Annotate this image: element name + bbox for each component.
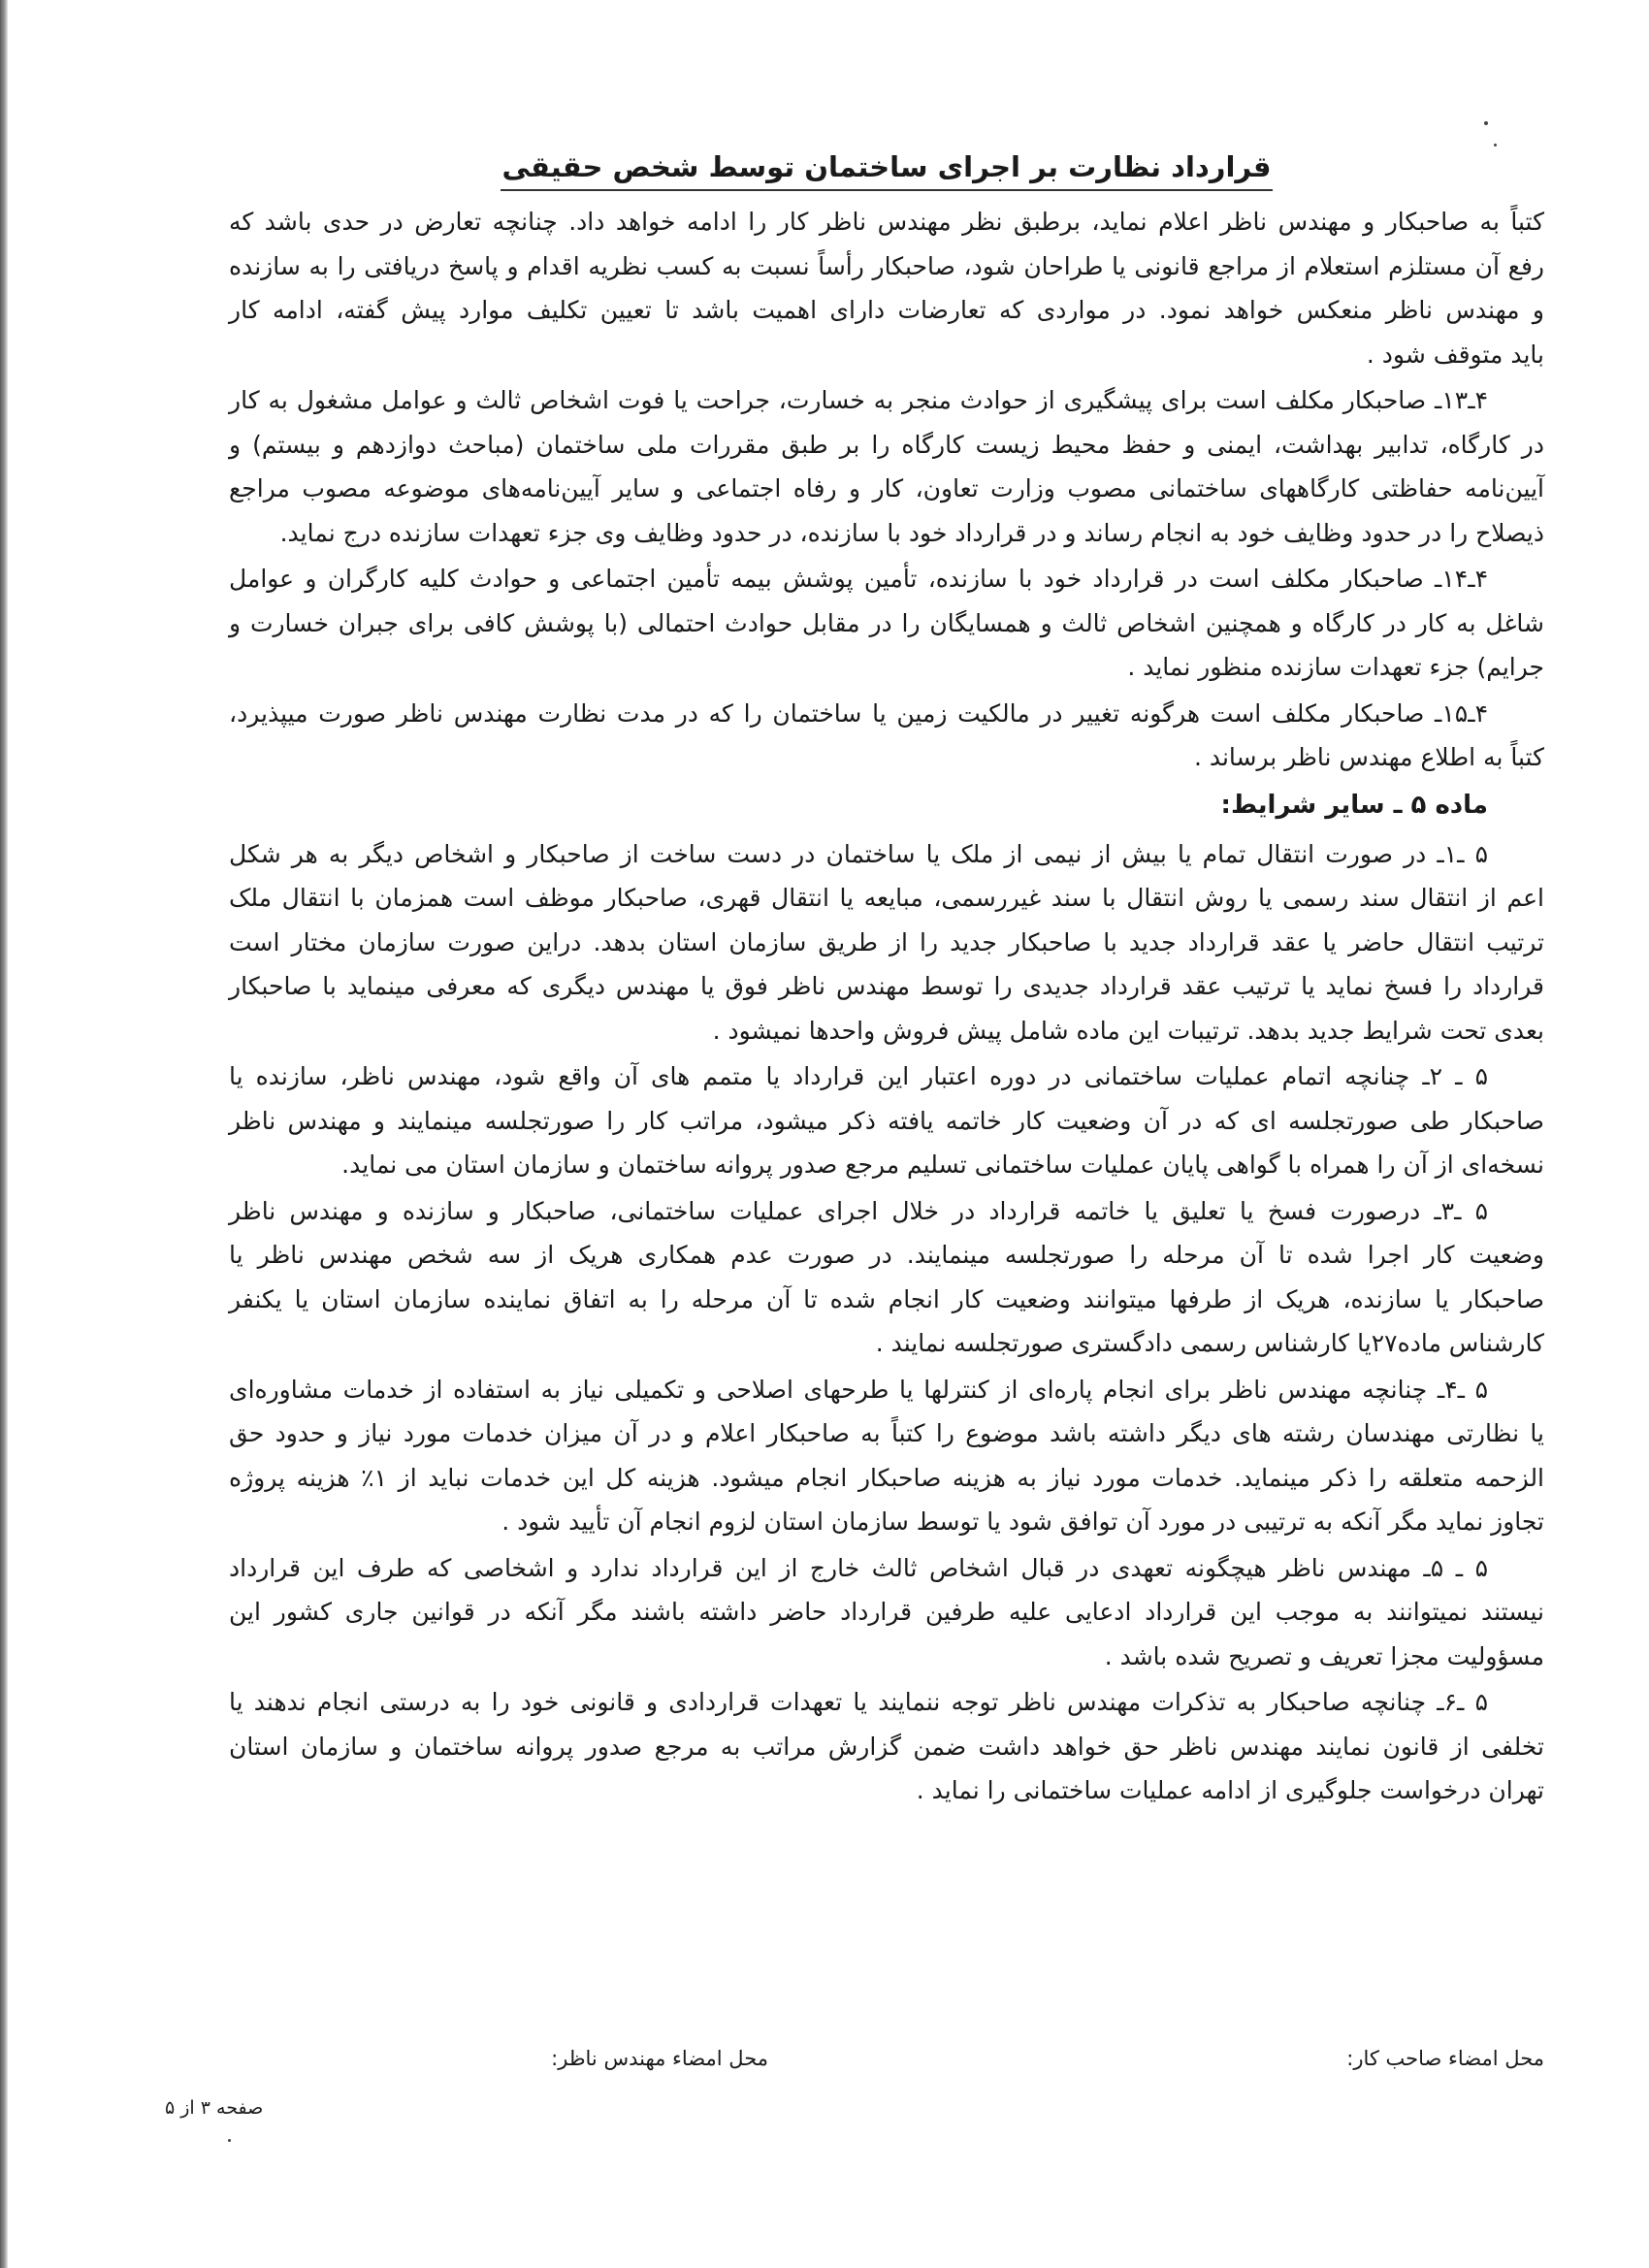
paragraph-continuation bbox=[229, 200, 1544, 376]
scanner-edge bbox=[0, 0, 8, 2268]
scan-speck bbox=[1484, 121, 1488, 125]
document-page bbox=[229, 146, 1544, 1815]
text-line: ۴ـ۱۴ـ صاحبکار مکلف است در قرارداد خود با سازنده، تأمین پوشش بیمه تأمین اجتماعی و حوادث کلیه کارگران و عوامل bbox=[229, 565, 1488, 593]
text-line: ترتیب انتقال حاضر یا عقد قرارداد جدید با صاحبکار جدید را از طریق سازمان استان بدهد. دراین صورت سازمان مختار است bbox=[229, 927, 1544, 956]
article-5-clauses bbox=[229, 832, 1544, 1813]
text-line: و مهندس ناظر منعکس خواهد نمود. در مواردی که تعارضات دارای اهمیت باشد تا تعیین تکلیف موارد پیش گفته، ادامه کار bbox=[229, 296, 1544, 324]
text-line: ۴ـ۱۵ـ صاحبکار مکلف است هرگونه تغییر در مالکیت زمین یا ساختمان را که در مدت نظارت مهندس ناظر صورت میپذیرد، bbox=[229, 698, 1488, 728]
paragraph-clause-5-1 bbox=[229, 832, 1544, 1053]
paragraph-clause-4-13 bbox=[229, 378, 1544, 555]
paragraph-clause-4-15 bbox=[229, 692, 1544, 780]
scan-speck bbox=[1494, 144, 1497, 146]
text-line: صاحبکار طی صورتجلسه ای که در آن وضعیت کار خاتمه یافته ذکر میشود، مراتب کار را صورتجلسه مینمایند و مهندس ناظر bbox=[229, 1106, 1544, 1135]
text-line: باید متوقف شود . bbox=[1366, 340, 1544, 369]
document-title bbox=[229, 146, 1544, 194]
text-line: ۴ـ۱۳ـ صاحبکار مکلف است برای پیشگیری از حوادث منجر به خسارت، جراحت یا فوت اشخاص ثالث و عوامل مشغول به کار bbox=[229, 386, 1488, 414]
text-line: ذیصلاح را در حدود وظایف خود به انجام رساند و در قرارداد خود با سازنده، در حدود وظایف وی جزء تعهدات سازنده درج نماید. bbox=[279, 518, 1544, 547]
paragraph-clause-5-4 bbox=[229, 1368, 1544, 1544]
paragraph-clause-5-5 bbox=[229, 1546, 1544, 1679]
text-line: نیستند نمیتوانند به موجب این قرارداد ادعایی علیه طرفین قرارداد حاضر داشته باشند مگر آنکه در قوانین جاری کشور این bbox=[229, 1598, 1544, 1626]
engineer-signature-label: محل امضاء مهندس ناظر: bbox=[551, 2047, 768, 2070]
page-number: صفحه ۳ از ۵ bbox=[165, 2097, 264, 2119]
text-line: یا نظارتی مهندسان رشته های دیگر داشته باشد موضوع را کتباً به صاحبکار اعلام و در آن میزان خدمات مورد نیاز و حدود حق bbox=[229, 1419, 1544, 1447]
article-4-clauses bbox=[229, 200, 1544, 780]
text-line: بعدی تحت شرایط جدید بدهد. ترتیبات این ماده شامل پیش فروش واحدها نمیشود . bbox=[712, 1016, 1544, 1045]
document-title-text: قرارداد نظارت بر اجرای ساختمان توسط شخص حقیقی bbox=[501, 146, 1274, 191]
paragraph-clause-4-14 bbox=[229, 557, 1544, 690]
text-line: نسخه‌ای از آن را همراه با گواهی پایان عملیات ساختمانی تسلیم مرجع صدور پروانه ساختمان و سازمان استان می نماید. bbox=[341, 1150, 1544, 1179]
paragraph-clause-5-3 bbox=[229, 1189, 1544, 1366]
text-line: شاغل به کار در کارگاه و همچنین اشخاص ثالث و همسایگان را در مقابل حوادث احتمالی (با پوشش کافی برای جبران خسارت و bbox=[229, 608, 1544, 637]
text-line: کتباً به صاحبکار و مهندس ناظر اعلام نماید، برطبق نظر مهندس ناظر کار را ادامه خواهد داد. چنانچه تعارض در حدی باشد که bbox=[229, 208, 1544, 236]
text-line: تخلفی از قانون نمایند مهندس ناظر حق خواهد داشت ضمن گزارش مراتب به مرجع صدور پروانه ساختمان و سازمان استان bbox=[229, 1732, 1544, 1761]
paragraph-clause-5-6 bbox=[229, 1680, 1544, 1813]
text-line: ۵ ـ۱ـ در صورت انتقال تمام یا بیش از نیمی از ملک یا ساختمان در دست ساخت از صاحبکار و اشخاص دیگر به هر شکل bbox=[229, 839, 1488, 868]
text-line: وضعیت کار اجرا شده تا آن مرحله را صورتجلسه مینمایند. در صورت عدم همکاری هریک از سه شخص مهندس ناظر یا bbox=[229, 1241, 1544, 1269]
text-line: ۵ ـ ۵ـ مهندس ناظر هیچگونه تعهدی در قبال اشخاص ثالث خارج از این قرارداد ندارد و اشخاصی که طرف این قرارداد bbox=[229, 1553, 1488, 1582]
text-line: کتباً به اطلاع مهندس ناظر برساند . bbox=[1193, 743, 1544, 771]
text-line: ۵ ـ۶ـ چنانچه صاحبکار به تذکرات مهندس ناظر توجه ننمایند یا تعهدات قراردادی و قانونی خود را به درستی انجام ندهند یا bbox=[229, 1688, 1488, 1716]
text-line: ۵ ـ۴ـ چنانچه مهندس ناظر برای انجام پاره‌ای از کنترلها یا طرحهای اصلاحی و تکمیلی نیاز به استفاده از خدمات مشاوره‌ای bbox=[229, 1375, 1489, 1404]
text-line: جرایم) جزء تعهدات سازنده منظور نماید . bbox=[1127, 653, 1544, 681]
text-line: کارشناس ماده۲۷یا کارشناس رسمی دادگستری صورتجلسه نمایند . bbox=[875, 1329, 1544, 1357]
text-line: قرارداد را فسخ نماید یا ترتیب عقد قرارداد جدیدی را توسط مهندس ناظر فوق یا مهندس دیگری که معرفی مینماید با صاحبکار bbox=[229, 972, 1544, 1000]
text-line: تهران درخواست جلوگیری از ادامه عملیات ساختمانی را نماید . bbox=[916, 1776, 1544, 1804]
text-line: در کارگاه، تدابیر بهداشت، ایمنی و حفظ محیط زیست کارگاه را بر طبق مقررات ملی ساختمان (مباحث دوازدهم و بیستم) و bbox=[229, 430, 1544, 459]
text-line: الزحمه متعلقه را ذکر مینماید. خدمات مورد نیاز به هزینه صاحبکار انجام میشود. هزینه کل این خدمات نباید از ۱٪ هزینه پروژه bbox=[229, 1463, 1545, 1492]
text-line: صاحبکار یا سازنده، هریک از طرفها میتوانند وضعیت کار انجام شده تا آن مرحله را به اتفاق نماینده سازمان استان یا یکنفر bbox=[229, 1284, 1544, 1313]
text-line: تجاوز نماید مگر آنکه به ترتیبی در مورد آن توافق شود یا توسط سازمان استان لزوم انجام آن تأیید شود . bbox=[501, 1507, 1544, 1536]
scan-speck bbox=[228, 2139, 231, 2142]
text-line: مسؤولیت مجزا تعریف و تصریح شده باشد . bbox=[1104, 1641, 1544, 1670]
text-line: ۵ ـ ۲ـ چنانچه اتمام عملیات ساختمانی در دوره اعتبار این قرارداد یا متمم های آن واقع شود، مهندس ناظر، سازنده یا bbox=[229, 1062, 1488, 1090]
owner-signature-label: محل امضاء صاحب کار: bbox=[1346, 2047, 1544, 2070]
signature-row bbox=[229, 2047, 1544, 2086]
text-line: ۵ ـ۳ـ درصورت فسخ یا تعلیق یا خاتمه قرارداد در خلال اجرای عملیات ساختمانی، صاحبکار و سازنده و مهندس ناظر bbox=[229, 1196, 1488, 1225]
paragraph-clause-5-2 bbox=[229, 1054, 1544, 1187]
article-5-heading: ماده ۵ ـ سایر شرایط: bbox=[1220, 790, 1488, 820]
text-line: رفع آن مستلزم استعلام از مراجع قانونی یا طراحان شود، صاحبکار رأساً نسبت به کسب نظریه اقدام و پاسخ دریافتی را به سازنده bbox=[229, 251, 1544, 280]
text-line: آیین‌نامه حفاظتی کارگاههای ساختمانی مصوب وزارت تعاون، کار و رفاه اجتماعی و سایر آیین‌نامه‌های موضوعه مصوب مراجع bbox=[229, 474, 1544, 502]
text-line: اعم از انتقال سند رسمی یا روش انتقال با سند غیررسمی، مبایعه یا انتقال قهری، صاحبکار موظف است همزمان با انتقال ملک bbox=[229, 884, 1544, 912]
